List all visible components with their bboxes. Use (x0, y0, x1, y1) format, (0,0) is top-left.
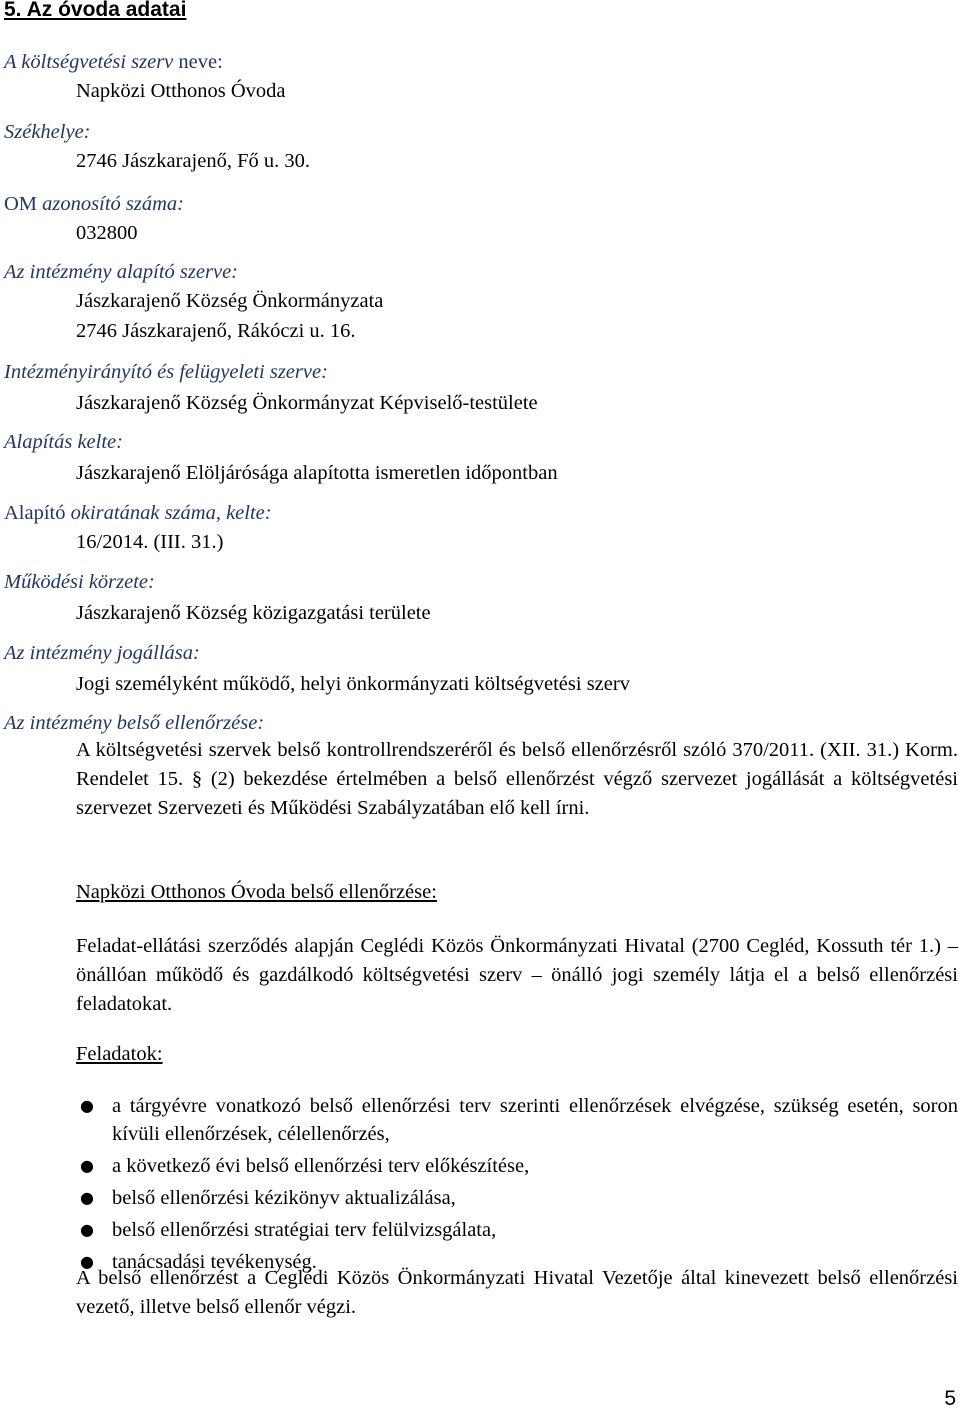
field-supervisor-label: Intézményirányító és felügyeleti szerve: (4, 361, 328, 383)
field-internal-audit (4, 710, 960, 737)
bullet-icon: ● (80, 1188, 94, 1207)
field-supervisor (4, 359, 960, 420)
field-charter-label: Alapító okiratának száma, kelte: (4, 502, 272, 524)
tasks-closing-text: A belső ellenőrzést a Ceglédi Közös Önkormányzati Hivatal Vezetője által kinevezett belső ellenőrzési vezető, illetve belső ellenőr végzi. (76, 1267, 958, 1318)
list-item: ● tanácsadási tevékenység. (76, 1248, 958, 1276)
field-om (4, 191, 960, 248)
page-number: 5 (944, 1387, 956, 1410)
field-charter (4, 500, 960, 557)
field-district-label: Működési körzete: (4, 571, 155, 593)
field-legal-status-value: Jogi személyként működő, helyi önkormányzati költségvetési szerv (76, 673, 630, 695)
field-founding-date-value: Jászkarajenő Elöljárósága alapította ismeretlen időpontban (76, 462, 558, 484)
list-item: ● belső ellenőrzési stratégiai terv felülvizsgálata, (76, 1216, 958, 1244)
field-name (4, 49, 960, 106)
audit-section-text: Feladat-ellátási szerződés alapján Ceglédi Közös Önkormányzati Hivatal (2700 Cegléd, Kossuth tér 1.) – önállóan működő és gazdálkodó költségvetési szerv – önálló jogi személy látja el a belső ellenőrzési feladatokat. (76, 935, 958, 1015)
field-founder (4, 259, 960, 346)
field-name-label: A költségvetési szerv neve: (4, 51, 223, 73)
audit-section-heading: Napközi Otthonos Óvoda belső ellenőrzése: (76, 881, 437, 903)
internal-audit-text: A költségvetési szervek belső kontrollrendszeréről és belső ellenőrzésről szóló 370/2011. (XII. 31.) Korm. Rendelet 15. § (2) bekezdése értelmében a belső ellenőrzést végző szervezet jogállását a költségvetési szervezet Szervezeti és Működési Szabályzatában elő kell írni. (76, 739, 958, 819)
field-legal-status-label: Az intézmény jogállása: (4, 642, 200, 664)
field-district-value: Jászkarajenő Község közigazgatási területe (76, 602, 431, 624)
bullet-icon: ● (80, 1156, 94, 1175)
field-charter-value: 16/2014. (III. 31.) (76, 531, 224, 553)
list-item: ● a tárgyévre vonatkozó belső ellenőrzési terv szerinti ellenőrzések elvégzése, szükség esetén, soron kívüli ellenőrzések, célellenőrzés, (76, 1092, 958, 1148)
field-seat-label: Székhelye: (4, 121, 91, 143)
section-title: 5. Az óvoda adatai (4, 0, 187, 21)
field-om-value: 032800 (76, 222, 138, 244)
field-founder-value-1: Jászkarajenő Község Önkormányzata (76, 290, 384, 312)
bullet-icon: ● (80, 1220, 94, 1239)
field-supervisor-value: Jászkarajenő Község Önkormányzat Képviselő-testülete (76, 392, 538, 414)
field-seat (4, 119, 960, 176)
tasks-list (76, 1092, 958, 1280)
field-founder-value-2: 2746 Jászkarajenő, Rákóczi u. 16. (76, 320, 356, 342)
field-founder-label: Az intézmény alapító szerve: (4, 261, 238, 283)
bullet-icon: ● (80, 1252, 94, 1271)
list-item: ● a következő évi belső ellenőrzési terv előkészítése, (76, 1152, 958, 1180)
bullet-icon: ● (80, 1096, 94, 1115)
field-internal-audit-label: Az intézmény belső ellenőrzése: (4, 712, 265, 734)
field-founding-date (4, 429, 960, 490)
tasks-heading: Feladatok: (76, 1043, 163, 1065)
field-founding-date-label: Alapítás kelte: (4, 431, 123, 453)
field-legal-status (4, 640, 960, 701)
field-seat-value: 2746 Jászkarajenő, Fő u. 30. (76, 150, 310, 172)
field-om-label: OM azonosító száma: (4, 193, 184, 215)
field-district (4, 569, 960, 630)
field-name-value: Napközi Otthonos Óvoda (76, 80, 286, 102)
list-item: ● belső ellenőrzési kézikönyv aktualizálása, (76, 1184, 958, 1212)
